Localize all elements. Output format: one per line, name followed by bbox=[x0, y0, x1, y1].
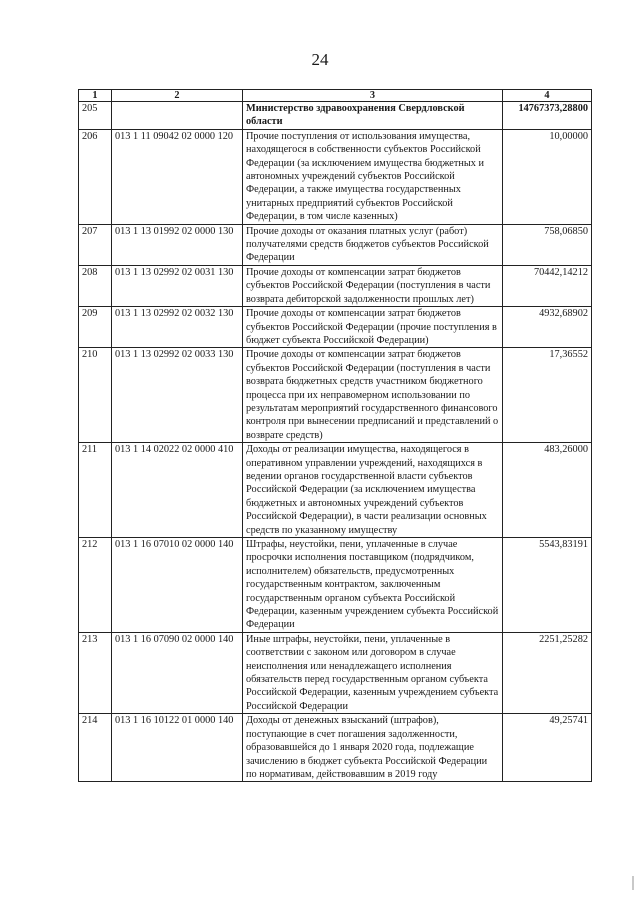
revenue-description: Доходы от реализации имущества, находящегося в оперативном управлении учреждений, находящихся в ведении органов государственной власти субъектов Российской Федерации (за исключением имущества бюджетных и автономных учреждений субъектов Российской Федерации), в части реализации основных средств по указанному имуществу bbox=[243, 443, 503, 538]
amount: 17,36552 bbox=[503, 348, 592, 443]
row-number: 213 bbox=[79, 632, 112, 713]
revenue-description: Прочие доходы от компенсации затрат бюджетов субъектов Российской Федерации (прочие поступления в бюджет субъекта Российской Федерации) bbox=[243, 307, 503, 348]
revenue-description: Прочие поступления от использования имущества, находящегося в собственности субъектов Российской Федерации (за исключением имущества бюджетных и автономных учреждений субъектов Российской Федерации, а также имущества государственных унитарных предприятий субъектов Российской Федерации, в том числе казенных) bbox=[243, 129, 503, 224]
table-row bbox=[79, 307, 592, 348]
amount: 10,00000 bbox=[503, 129, 592, 224]
budget-code: 013 1 16 10122 01 0000 140 bbox=[112, 714, 243, 782]
table-row bbox=[79, 443, 592, 538]
page-number: 24 bbox=[311, 50, 329, 69]
table-row bbox=[79, 632, 592, 713]
row-number: 212 bbox=[79, 538, 112, 633]
table-row bbox=[79, 224, 592, 265]
amount: 758,06850 bbox=[503, 224, 592, 265]
budget-code: 013 1 13 02992 02 0032 130 bbox=[112, 307, 243, 348]
row-number: 211 bbox=[79, 443, 112, 538]
table-row bbox=[79, 129, 592, 224]
table-row bbox=[79, 538, 592, 633]
revenue-description: Иные штрафы, неустойки, пени, уплаченные в соответствии с законом или договором в случае неисполнения или ненадлежащего исполнения обязательств перед государственным органом субъекта Российской Федерации, казенным учреждением субъекта Российской Федерации bbox=[243, 632, 503, 713]
revenue-description: Министерство здравоохранения Свердловской области bbox=[243, 102, 503, 130]
budget-code: 013 1 13 02992 02 0031 130 bbox=[112, 265, 243, 306]
amount: 49,25741 bbox=[503, 714, 592, 782]
row-number: 205 bbox=[79, 102, 112, 130]
budget-code: 013 1 13 01992 02 0000 130 bbox=[112, 224, 243, 265]
row-number: 209 bbox=[79, 307, 112, 348]
scan-artifact bbox=[632, 876, 634, 890]
budget-code: 013 1 16 07010 02 0000 140 bbox=[112, 538, 243, 633]
table-row bbox=[79, 102, 592, 130]
budget-code bbox=[112, 102, 243, 130]
amount: 2251,25282 bbox=[503, 632, 592, 713]
revenue-table bbox=[78, 89, 592, 782]
column-header: 1 bbox=[79, 90, 112, 102]
row-number: 214 bbox=[79, 714, 112, 782]
amount: 4932,68902 bbox=[503, 307, 592, 348]
revenue-description: Прочие доходы от оказания платных услуг (работ) получателями средств бюджетов субъектов Российской Федерации bbox=[243, 224, 503, 265]
budget-code: 013 1 13 02992 02 0033 130 bbox=[112, 348, 243, 443]
row-number: 210 bbox=[79, 348, 112, 443]
revenue-description: Доходы от денежных взысканий (штрафов), поступающие в счет погашения задолженности, образовавшейся до 1 января 2020 года, подлежащие зачислению в бюджет субъекта Российской Федерации по нормативам, действовавшим в 2019 году bbox=[243, 714, 503, 782]
budget-code: 013 1 11 09042 02 0000 120 bbox=[112, 129, 243, 224]
amount: 5543,83191 bbox=[503, 538, 592, 633]
amount: 14767373,28800 bbox=[503, 102, 592, 130]
revenue-description: Прочие доходы от компенсации затрат бюджетов субъектов Российской Федерации (поступления в части возврата бюджетных средств участником бюджетного процесса при их неправомерном использовании по результатам мероприятий государственного финансового контроля при вынесении предписаний и представлений о возврате средств) bbox=[243, 348, 503, 443]
row-number: 207 bbox=[79, 224, 112, 265]
amount: 70442,14212 bbox=[503, 265, 592, 306]
table-row bbox=[79, 348, 592, 443]
budget-code: 013 1 16 07090 02 0000 140 bbox=[112, 632, 243, 713]
row-number: 206 bbox=[79, 129, 112, 224]
column-header: 3 bbox=[243, 90, 503, 102]
amount: 483,26000 bbox=[503, 443, 592, 538]
budget-code: 013 1 14 02022 02 0000 410 bbox=[112, 443, 243, 538]
table-header-row bbox=[79, 90, 592, 102]
revenue-description: Прочие доходы от компенсации затрат бюджетов субъектов Российской Федерации (поступления в части возврата дебиторской задолженности прошлых лет) bbox=[243, 265, 503, 306]
revenue-description: Штрафы, неустойки, пени, уплаченные в случае просрочки исполнения поставщиком (подрядчиком, исполнителем) обязательств, предусмотренных государственным контрактом, заключенным государственным органом субъекта Российской Федерации, казенным учреждением субъекта Российской Федерации bbox=[243, 538, 503, 633]
row-number: 208 bbox=[79, 265, 112, 306]
column-header: 2 bbox=[112, 90, 243, 102]
column-header: 4 bbox=[503, 90, 592, 102]
table-row bbox=[79, 714, 592, 782]
table-row bbox=[79, 265, 592, 306]
